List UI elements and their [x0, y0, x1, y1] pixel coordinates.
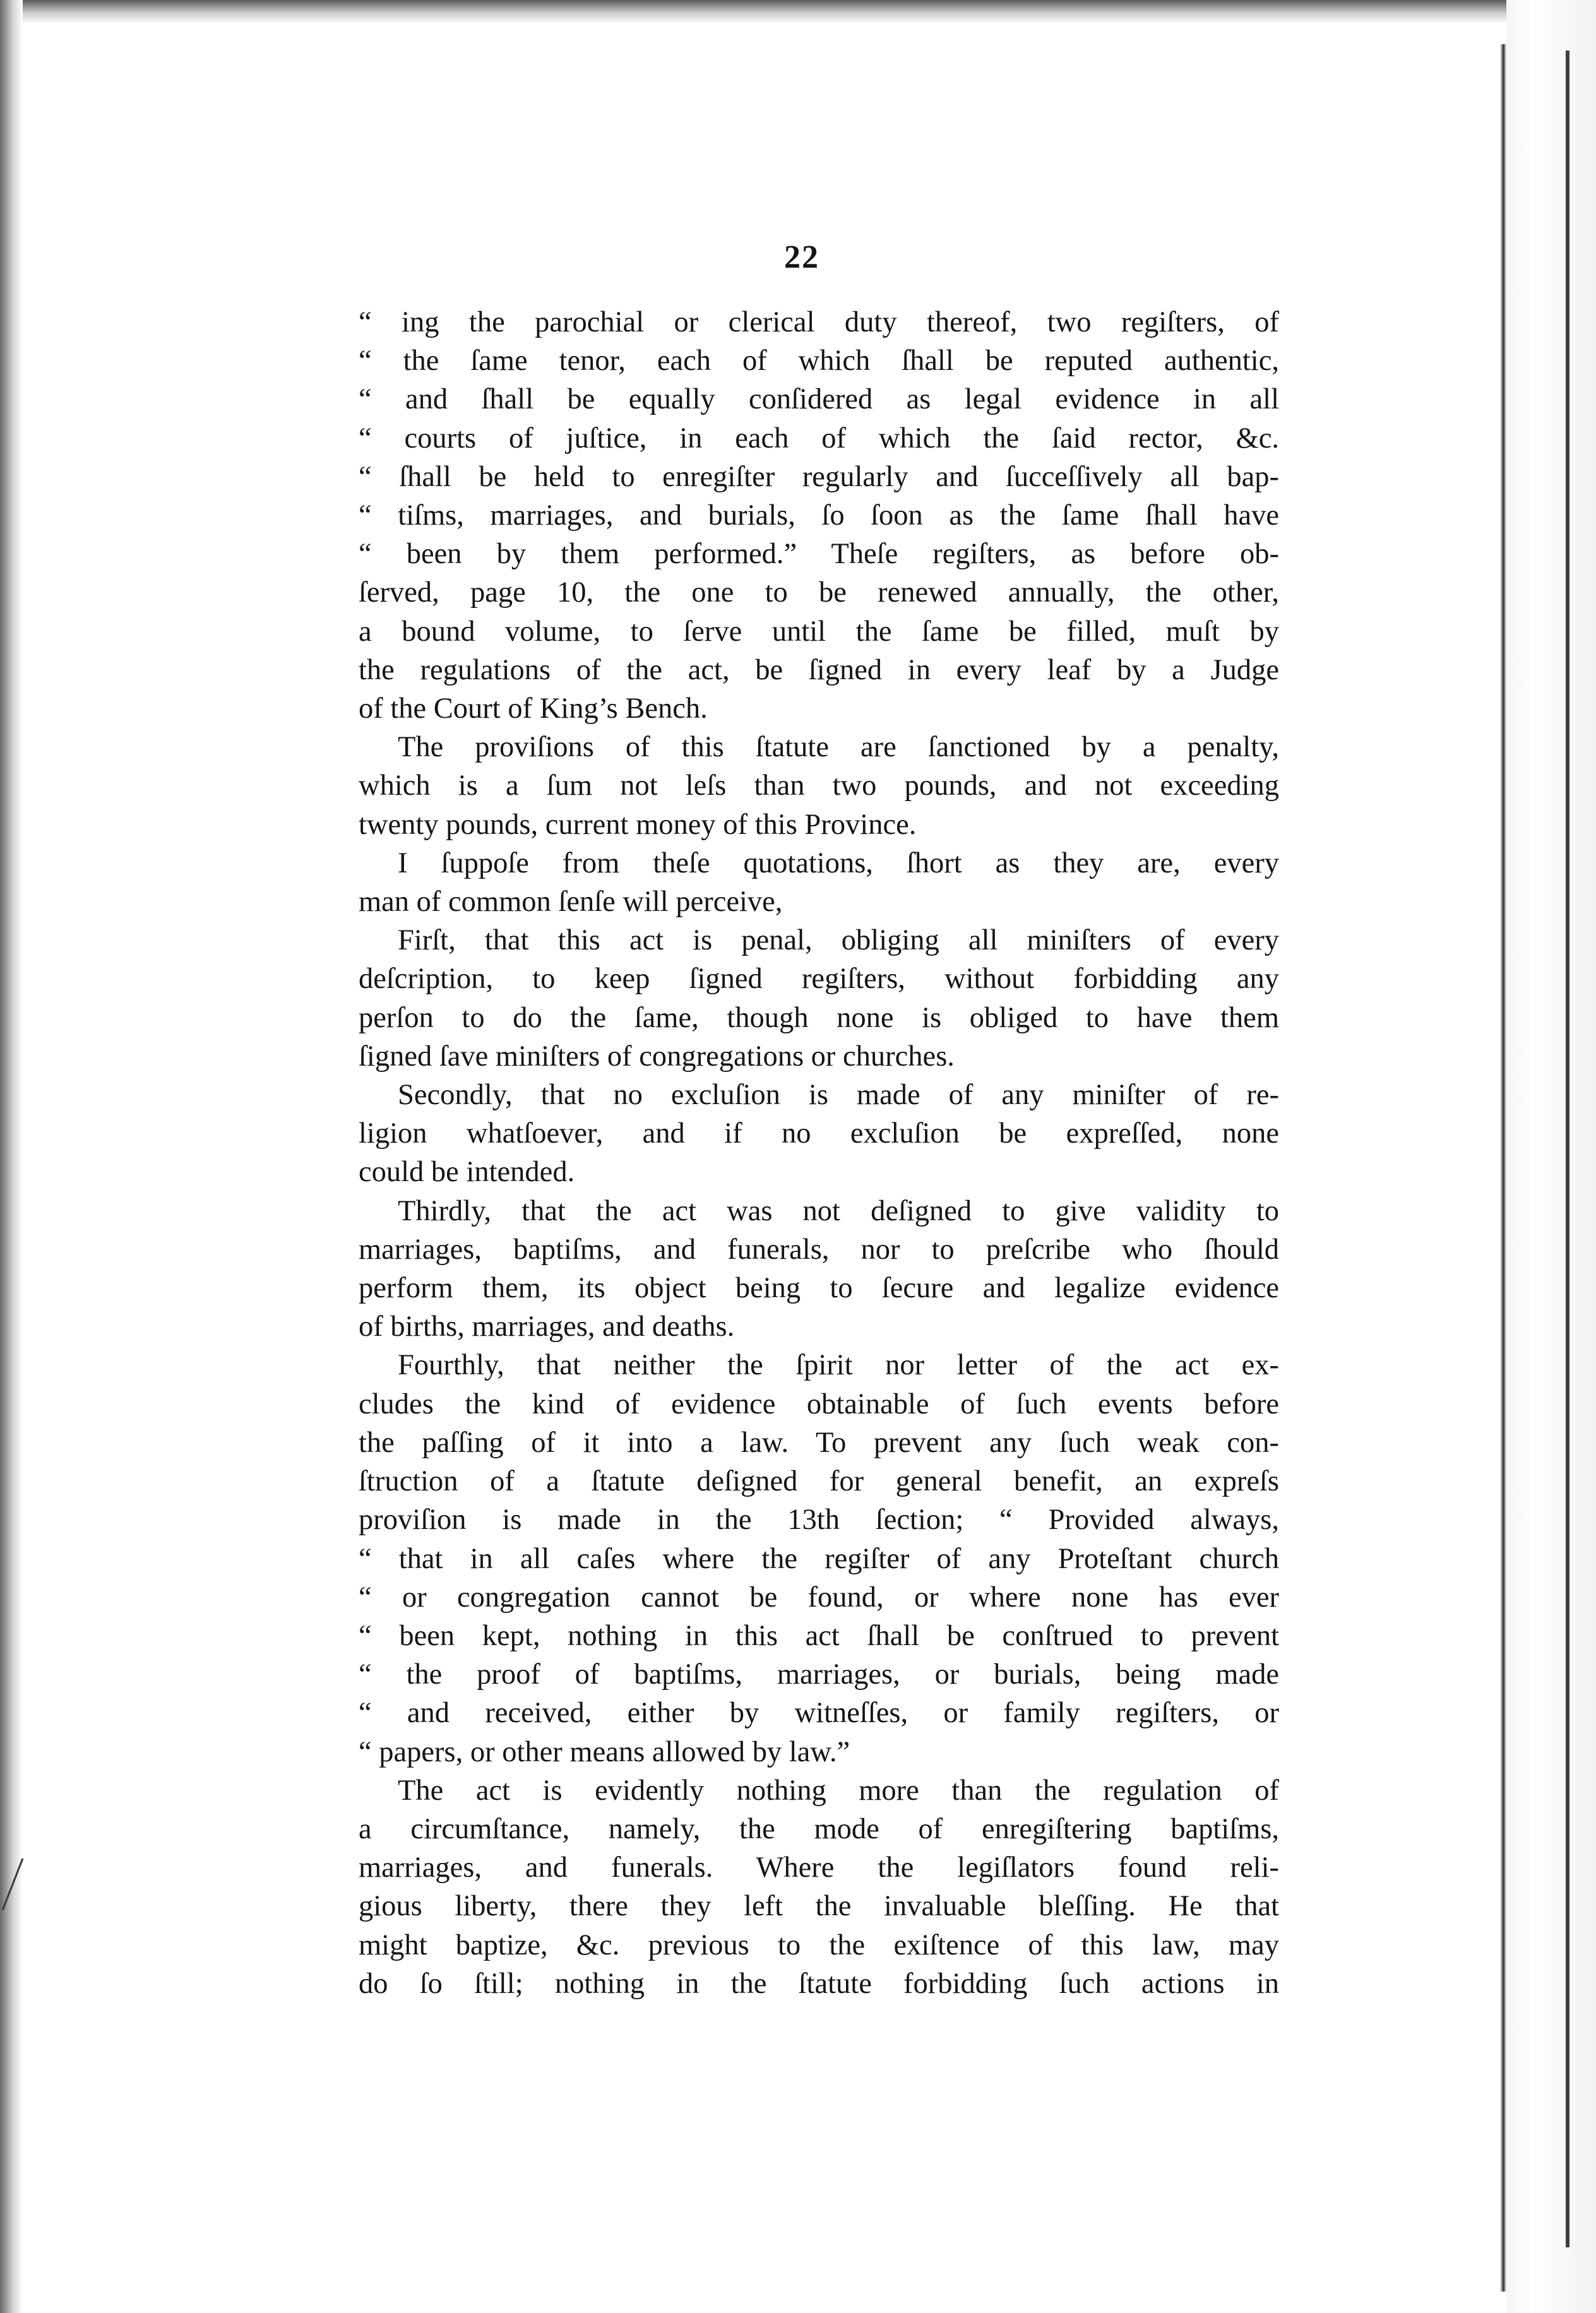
page-edge-line: [1500, 44, 1506, 2292]
text-line: “ courts of juſtice, in each of which the ſaid rector, &c.: [359, 422, 1279, 455]
text-line: The act is evidently nothing more than the regulation of: [398, 1774, 1279, 1807]
page-number: 22: [784, 239, 819, 275]
text-line: ligion whatſoever, and if no excluſion be expreſſed, none: [359, 1117, 1279, 1150]
text-line: I ſuppoſe from theſe quotations, ſhort as they are, every: [398, 847, 1279, 879]
text-line: cludes the kind of evidence obtainable of ſuch events before: [359, 1388, 1279, 1420]
text-line: man of common ſenſe will perceive,: [359, 886, 783, 919]
text-line: might baptize, &c. previous to the exiſtence of this law, may: [359, 1929, 1279, 1961]
text-line: Firſt, that this act is penal, obliging all miniſters of every: [398, 924, 1279, 957]
text-line: ſigned ſave miniſters of congregations or churches.: [359, 1040, 955, 1073]
text-line: could be intended.: [359, 1156, 575, 1189]
text-line: “ and ſhall be equally conſidered as legal evidence in all: [359, 383, 1279, 416]
text-line: marriages, baptiſms, and funerals, nor to preſcribe who ſhould: [359, 1233, 1279, 1266]
text-line: marriages, and funerals. Where the legiſlators found reli-: [359, 1852, 1279, 1884]
text-line: “ been by them performed.” Theſe regiſters, as before ob-: [359, 538, 1279, 571]
text-line: the paſſing of it into a law. To prevent any ſuch weak con-: [359, 1426, 1279, 1459]
body-text: [359, 303, 1279, 2003]
text-line: ſtruction of a ſtatute deſigned for general benefit, an expreſs: [359, 1465, 1279, 1498]
scan-top-shadow: [0, 0, 1596, 24]
text-line: “ tiſms, marriages, and burials, ſo ſoon as the ſame ſhall have: [359, 499, 1279, 532]
text-line: Thirdly, that the act was not deſigned to give validity to: [398, 1194, 1279, 1227]
text-line: “ or congregation cannot be found, or where none has ever: [359, 1581, 1279, 1614]
next-page-strip: [1506, 0, 1596, 2313]
text-line: which is a ſum not leſs than two pounds, and not exceeding: [359, 770, 1279, 802]
text-line: perform them, its object being to ſecure and legalize evidence: [359, 1272, 1279, 1305]
margin-mark-icon: [1, 1856, 27, 1913]
text-line: Fourthly, that neither the ſpirit nor letter of the act ex-: [398, 1349, 1279, 1382]
text-line: of births, marriages, and deaths.: [359, 1311, 735, 1343]
text-line: The proviſions of this ſtatute are ſanctioned by a penalty,: [398, 731, 1279, 764]
text-line: proviſion is made in the 13th ſection; “ Provided always,: [359, 1504, 1279, 1537]
text-line: “ ing the parochial or clerical duty thereof, two regiſters, of: [359, 306, 1279, 338]
text-line: “ the proof of baptiſms, marriages, or burials, being made: [359, 1658, 1279, 1691]
text-line: do ſo ſtill; nothing in the ſtatute forbidding ſuch actions in: [359, 1967, 1279, 2000]
text-line: “ the ſame tenor, each of which ſhall be reputed authentic,: [359, 345, 1279, 378]
text-line: gious liberty, there they left the invaluable bleſſing. He that: [359, 1890, 1279, 1923]
scan-left-shadow: [0, 0, 23, 2313]
text-line: “ been kept, nothing in this act ſhall be conſtrued to prevent: [359, 1619, 1279, 1652]
text-line: “ that in all caſes where the regiſter of any Proteſtant church: [359, 1542, 1279, 1575]
text-line: deſcription, to keep ſigned regiſters, without forbidding any: [359, 963, 1279, 996]
text-line: twenty pounds, current money of this Province.: [359, 808, 917, 841]
text-line: perſon to do the ſame, though none is obliged to have them: [359, 1001, 1279, 1034]
text-line: “ papers, or other means allowed by law.”: [359, 1735, 850, 1768]
text-line: a circumſtance, namely, the mode of enregiſtering baptiſms,: [359, 1812, 1279, 1845]
text-line: “ and received, either by witneſſes, or family regiſters, or: [359, 1697, 1279, 1730]
text-line: a bound volume, to ſerve until the ſame be filled, muſt by: [359, 615, 1279, 648]
text-line: of the Court of King’s Bench.: [359, 693, 708, 725]
text-line: Secondly, that no excluſion is made of any miniſter of re-: [398, 1079, 1279, 1112]
text-line: the regulations of the act, be ſigned in every leaf by a Judge: [359, 653, 1279, 686]
text-line: “ ſhall be held to enregiſter regularly and ſucceſſively all bap-: [359, 460, 1279, 493]
next-page-edge: [1566, 51, 1569, 2247]
text-line: ſerved, page 10, the one to be renewed annually, the other,: [359, 576, 1279, 609]
